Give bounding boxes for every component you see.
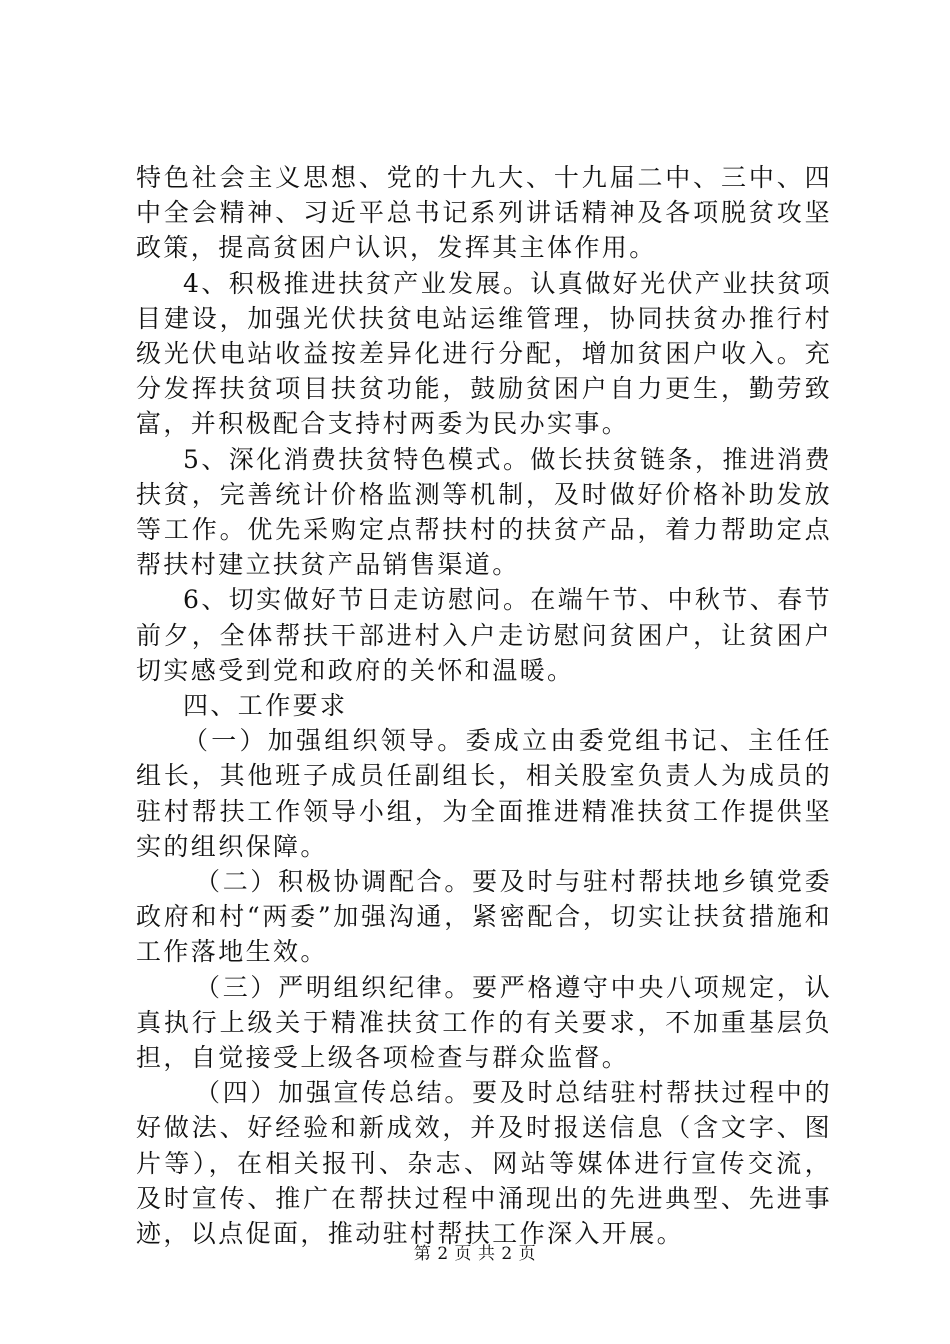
paragraph-publicity-summary: （四）加强宣传总结。要及时总结驻村帮扶过程中的好做法、好经验和新成效，并及时报送信息（含文字、图片等），在相关报刊、杂志、网站等媒体进行宣传交流，及时宣传、推广在帮扶过程中涌现出的先进典型、先进事迹，以点促面，推动驻村帮扶工作深入开展。 [136,1078,832,1249]
page-footer [0,1243,950,1265]
page-number-label: 第 2 页 共 2 页 [413,1244,537,1264]
paragraph-coordination: （二）积极协调配合。要及时与驻村帮扶地乡镇党委政府和村“两委”加强沟通，紧密配合，切实让扶贫措施和工作落地生效。 [136,867,832,967]
paragraph-industry-development: 4、积极推进扶贫产业发展。认真做好光伏产业扶贫项目建设，加强光伏扶贫电站运维管理，协同扶贫办推行村级光伏电站收益按差异化进行分配，增加贫困户收入。充分发挥扶贫项目扶贫功能，鼓励贫困户自力更生，勤劳致富，并积极配合支持村两委为民办实事。 [136,268,832,439]
paragraph-party-theory: 特色社会主义思想、党的十九大、十九届二中、三中、四中全会精神、习近平总书记系列讲话精神及各项脱贫攻坚政策，提高贫困户认识，发挥其主体作用。 [136,163,832,263]
paragraph-discipline: （三）严明组织纪律。要严格遵守中央八项规定，认真执行上级关于精准扶贫工作的有关要求，不加重基层负担，自觉接受上级各项检查与群众监督。 [136,972,832,1073]
paragraph-holiday-visits: 6、切实做好节日走访慰问。在端午节、中秋节、春节前夕，全体帮扶干部进村入户走访慰问贫困户，让贫困户切实感受到党和政府的关怀和温暖。 [136,585,832,685]
paragraph-consumption-poverty-alleviation: 5、深化消费扶贫特色模式。做长扶贫链条，推进消费扶贫，完善统计价格监测等机制，及时做好价格补助发放等工作。优先采购定点帮扶村的扶贫产品，着力帮助定点帮扶村建立扶贫产品销售渠道。 [136,444,832,580]
section-heading-work-requirements: 四、工作要求 [183,691,348,721]
document-body [136,160,832,1251]
paragraph-organizational-leadership: （一）加强组织领导。委成立由委党组书记、主任任组长，其他班子成员任副组长，相关股室负责人为成员的驻村帮扶工作领导小组，为全面推进精准扶贫工作提供坚实的组织保障。 [136,726,832,861]
